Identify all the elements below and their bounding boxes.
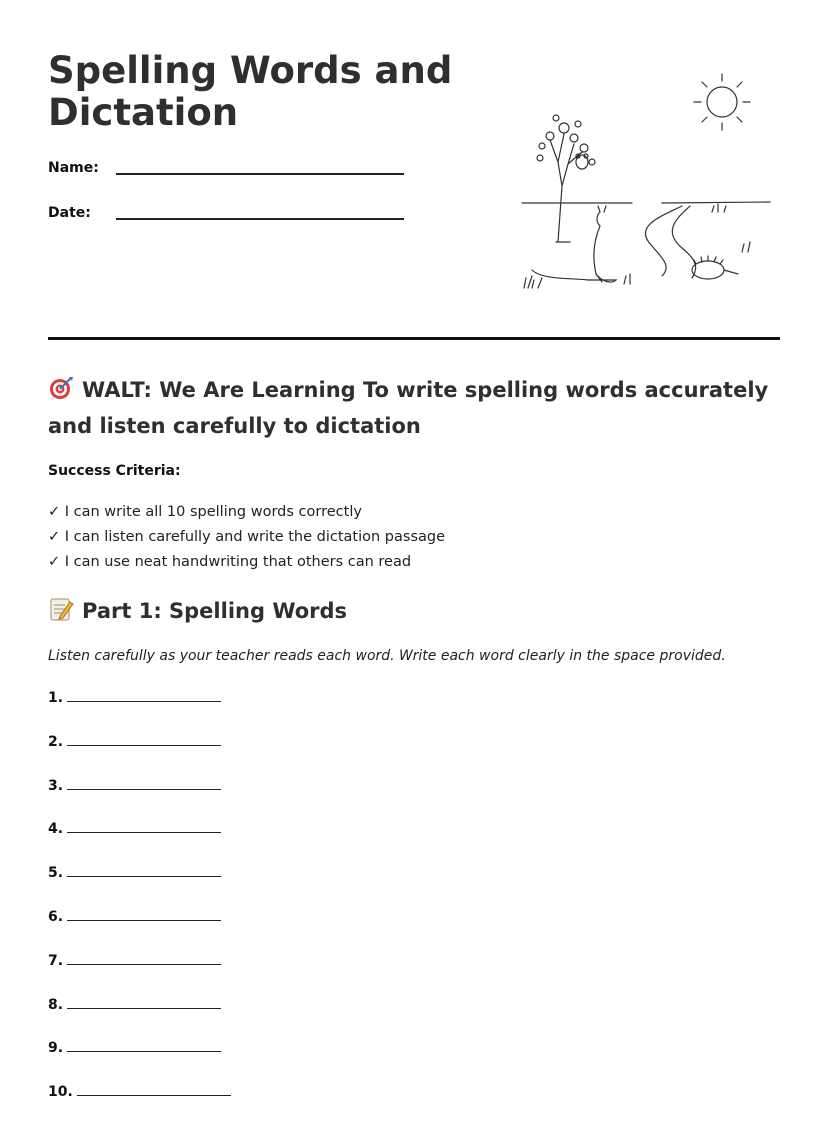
- answer-line[interactable]: [67, 920, 221, 921]
- item-number: 7.: [48, 952, 64, 969]
- name-field: [48, 160, 99, 176]
- walt-heading: [48, 372, 788, 444]
- spelling-item: [48, 1084, 231, 1128]
- spelling-item: [48, 734, 231, 778]
- answer-line[interactable]: [67, 1008, 221, 1009]
- answer-line[interactable]: [67, 832, 221, 833]
- item-number: 1.: [48, 690, 64, 706]
- spelling-item: [48, 997, 231, 1041]
- item-number: 8.: [48, 996, 64, 1013]
- date-field: [48, 205, 91, 221]
- grass-icon: [524, 204, 750, 288]
- item-number: 10.: [48, 1084, 73, 1101]
- path-icon: [645, 206, 695, 278]
- spelling-item: [48, 865, 231, 909]
- answer-line[interactable]: [67, 745, 221, 746]
- item-number: 3.: [48, 777, 64, 794]
- spelling-item: [48, 690, 231, 734]
- answer-line[interactable]: [67, 876, 221, 877]
- answer-line[interactable]: [67, 964, 221, 965]
- item-number: 4.: [48, 821, 64, 838]
- echidna-icon: [692, 256, 738, 279]
- part1-instructions: Listen carefully as your teacher reads each word. Write each word clearly in the space provided.: [48, 648, 726, 664]
- sun-icon: [694, 74, 750, 130]
- answer-line[interactable]: [67, 1051, 221, 1052]
- success-criteria-label: Success Criteria:: [48, 463, 181, 479]
- criteria-item: ✓ I can use neat handwriting that others can read: [48, 554, 412, 570]
- part1-title: Part 1: Spelling Words: [82, 599, 348, 623]
- success-criteria-list: [48, 500, 445, 575]
- criteria-item: ✓ I can write all 10 spelling words correctly: [48, 504, 362, 520]
- page-title: Spelling Words and Dictation: [48, 49, 453, 134]
- memo-icon: [48, 596, 74, 622]
- answer-line[interactable]: [67, 701, 221, 702]
- name-label: Name:: [48, 160, 99, 176]
- date-write-line[interactable]: [116, 218, 404, 220]
- item-number: 6.: [48, 908, 64, 925]
- target-icon: [48, 375, 74, 401]
- answer-line[interactable]: [77, 1095, 231, 1096]
- item-number: 5.: [48, 865, 64, 882]
- section-divider: [48, 337, 780, 340]
- spelling-item: [48, 909, 231, 953]
- koala-icon: [576, 154, 588, 169]
- spelling-item: [48, 821, 231, 865]
- item-number: 2.: [48, 733, 64, 750]
- spelling-item: [48, 953, 231, 997]
- kangaroo-icon: [532, 206, 616, 282]
- spelling-item: [48, 1040, 231, 1084]
- date-label: Date:: [48, 205, 91, 221]
- walt-text: WALT: We Are Learning To write spelling words accurately and listen carefully to dictation: [48, 378, 769, 438]
- item-number: 9.: [48, 1040, 64, 1057]
- horizon-line: [522, 202, 770, 203]
- answer-line[interactable]: [67, 789, 221, 790]
- spelling-item: [48, 778, 231, 822]
- part1-heading: [48, 596, 347, 626]
- tree-icon: [537, 115, 595, 242]
- name-write-line[interactable]: [116, 173, 404, 175]
- spelling-word-list: [48, 690, 231, 1128]
- outback-illustration: [512, 66, 780, 298]
- criteria-item: ✓ I can listen carefully and write the dictation passage: [48, 529, 446, 545]
